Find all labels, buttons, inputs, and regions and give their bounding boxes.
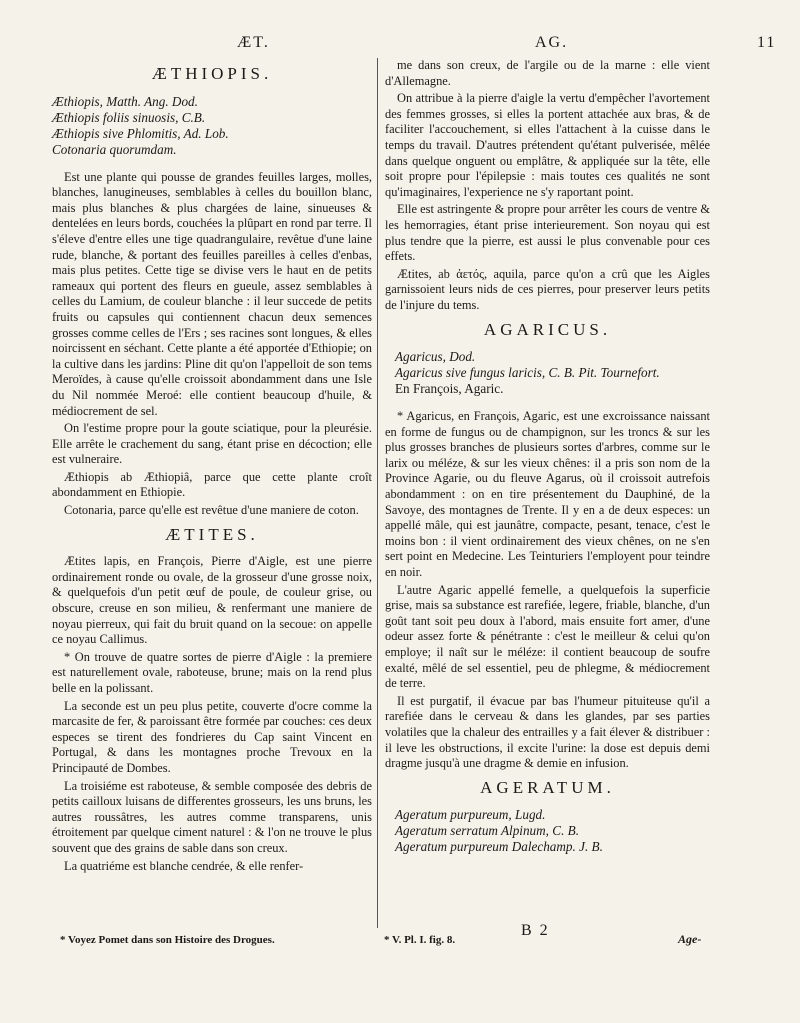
paragraph: Cotonaria, parce qu'elle est revêtue d'une maniere de coton. [64, 503, 359, 518]
running-head-center: AG. [535, 34, 569, 51]
page-number: 11 [757, 34, 777, 51]
synonyms-ageratum [385, 807, 710, 855]
synonyms-aethiopis [52, 94, 372, 158]
paragraph: Il est purgatif, il évacue par bas l'humeur pituiteuse qu'il a rarefiée dans le cerveau & dans les glandes, par ses parties volatiles que la chaleur des entrailles y a fait élever & distribuer : il leve les obstructions, il excite l'urine: la dose est depuis demi dragme jusqu'à une dragme & demie en infusion. [385, 693, 710, 771]
paragraph: Ætites lapis, en François, Pierre d'Aigle, est une pierre ordinairement ronde ou ovale, de la grosseur d'une grosse noix, & quelquefois d'un petit œuf de poule, de couleur grise, ou obscure, creuse en son milieu, & renfermant une maniere de noyau pierreux, qui fait du bruit quand on la secoue: on appelle ce noyau Callimus. [52, 554, 372, 647]
synonym: Æthiopis sive Phlomitis, Ad. Lob. [52, 125, 229, 141]
heading-aethiopis: ÆTHIOPIS. [151, 64, 273, 83]
paragraph: Ætites, ab ἀετός, aquila, parce qu'on a crû que les Aigles garnissoient leurs nids de ces pierres, pour preserver leurs petits de l'injure du tems. [385, 266, 710, 312]
paragraph: On l'estime propre pour la goute sciatique, pour la pleurésie. Elle arrête le crachement du sang, étant prise en décoction; elle est vulneraire. [52, 421, 372, 467]
paragraph: On attribue à la pierre d'aigle la vertu d'empêcher l'avortement des femmes grosses, si elles la portent attachée aux bras, & de faciliter l'accouchement, si elles l'attachent à la cuisse dans le temps du travail. D'autres prétendent qu'étant pulverisée, mêlée dans quelque onguent ou emplâtre, & appliquée sur la tête, elle soit propre pour l'épilepsie : mais toutes ces qualités ne sont qu'imaginaires, l'experience ne s'y raportant point. [385, 91, 710, 199]
paragraph: La seconde est un peu plus petite, couverte d'ocre comme la marcasite de fer, & paroissant être formée par couches: ces deux especes se tirent des fondrieres du Cap saint Vincent en Portugal, & dans les montagnes proche Trevoux en la Principauté de Dombes. [52, 698, 372, 775]
heading-agaricus: AGARICUS. [483, 319, 612, 339]
paragraph: * Agaricus, en François, Agaric, est une excroissance naissant en forme de fungus ou de champignon, sur les troncs & sur les plus grosses branches de plusieurs sortes d'arbres, comme sur le larix ou méléze, & sur les vieux chênes: il a pris son nom de la Province Agarie, ou du fleuve Agarus, où il croissoit autrefois abondamment : on en tire présentement du Dauphiné, de la Savoye, des montagnes de Trente. Il y en a de deux especes: un appellé mâle, qui est jaunâtre, compacte, pesant, tenace, c'est le moins bon : il vient ordinairement des vieux chênes, on ne s'en sert point en Medecine. Les Teinturiers l'employent pour teindre en noir. [385, 409, 710, 580]
paragraph: La troisiéme est raboteuse, & semble composée des debris de petits cailloux luisans de differentes grosseurs, les uns bruns, les autres roussâtres, les autres comme transparens, unis étroitement par quelque ciment naturel : & l'on ne trouve le plus souvent que des grains de sable dans son creux. [52, 778, 372, 855]
paragraph: Elle est astringente & propre pour arrêter les cours de ventre & les hemorragies, étant prise interieurement. Son noyau qui est plus tendre que la pierre, est aussi le plus convenable pour ces effets. [385, 202, 710, 264]
synonym: Æthiopis foliis sinuosis, C.B. [52, 109, 206, 125]
synonym: Agaricus, Dod. [395, 349, 476, 365]
paragraph: Est une plante qui pousse de grandes feuilles larges, molles, blanches, lanugineuses, semblables à celles du bouillon blanc, mais plus blanches & plus chargées de laine, sinueuses & dentelées en leurs bords, couchées la plûpart en rond par terre. Il s'éleve d'entre elles une tige quadrangulaire, revêtue d'une laine rude, blanche, & portant des feuilles pareilles à celles d'enbas, mais plus petites. Cette tige se divise vers le haut en de petits rameaux qui portent des fleurs en gueule, assez semblables à celles du Lamium, de couleur blanche : il leur succede de petits fruits ou capsules qui contiennent chacun deux semences grosses comme celles de l'Ers ; ses racines sont longues, & elles noircissent en séchant. Cette plante a été apportée d'Ethiopie; on la cultive dans les jardins: Pline dit qu'on l'appelloit de son tems Meroïdes, à cause qu'elle croissoit abondamment dans une Isle du Nil nommée Meroé: elle contient beaucoup d'huile, & médiocrement de sel. [52, 169, 372, 418]
synonym: Ageratum serratum Alpinum, C. B. [395, 823, 580, 839]
running-head-left: ÆT. [237, 34, 270, 51]
paragraph: Æthiopis ab Æthiopiâ, parce que cette plante croît abondamment en Ethiopie. [52, 469, 372, 500]
heading-aetites: ÆTITES. [165, 524, 259, 544]
signature-mark: B 2 [521, 922, 550, 939]
synonym: Ageratum purpureum Dalechamp. J. B. [395, 839, 603, 855]
heading-ageratum: AGERATUM. [480, 777, 615, 797]
footnote-left: * Voyez Pomet dans son Histoire des Drogues. [60, 934, 275, 946]
synonym: Agaricus sive fungus laricis, C. B. Pit. Tournefort. [395, 365, 660, 381]
catchword: Age- [678, 932, 702, 946]
synonym-french: En François, Agaric. [395, 381, 504, 397]
synonyms-agaricus [385, 349, 710, 397]
synonym: Cotonaria quorumdam. [52, 141, 177, 157]
paragraph: * On trouve de quatre sortes de pierre d'Aigle : la premiere est naturellement ovale, raboteuse, brune; mais on la rend plus belle en la polissant. [52, 649, 372, 695]
synonym: Æthiopis, Matth. Ang. Dod. [52, 93, 198, 109]
paragraph: me dans son creux, de l'argile ou de la marne : elle vient d'Allemagne. [385, 58, 710, 88]
paragraph: L'autre Agaric appellé femelle, a quelquefois la superficie grise, mais sa substance est rarefiée, legere, friable, blanche, d'un goût tant soit peu doux à l'abord, mais ensuite fort amer, d'une odeur assez forte & pénétrante : c'est le meilleur & celui qu'on employe; il naît sur le méléze: il contient beaucoup de soufre exalté, mêlé de sel essentiel, peu de phlegme, & médiocrement de terre. [385, 582, 710, 691]
synonym: Ageratum purpureum, Lugd. [395, 807, 546, 823]
paragraph: La quatriéme est blanche cendrée, & elle renfer- [64, 858, 304, 873]
left-column [52, 58, 372, 876]
footnote-right: * V. Pl. I. fig. 8. [384, 934, 456, 946]
right-column [385, 58, 710, 867]
